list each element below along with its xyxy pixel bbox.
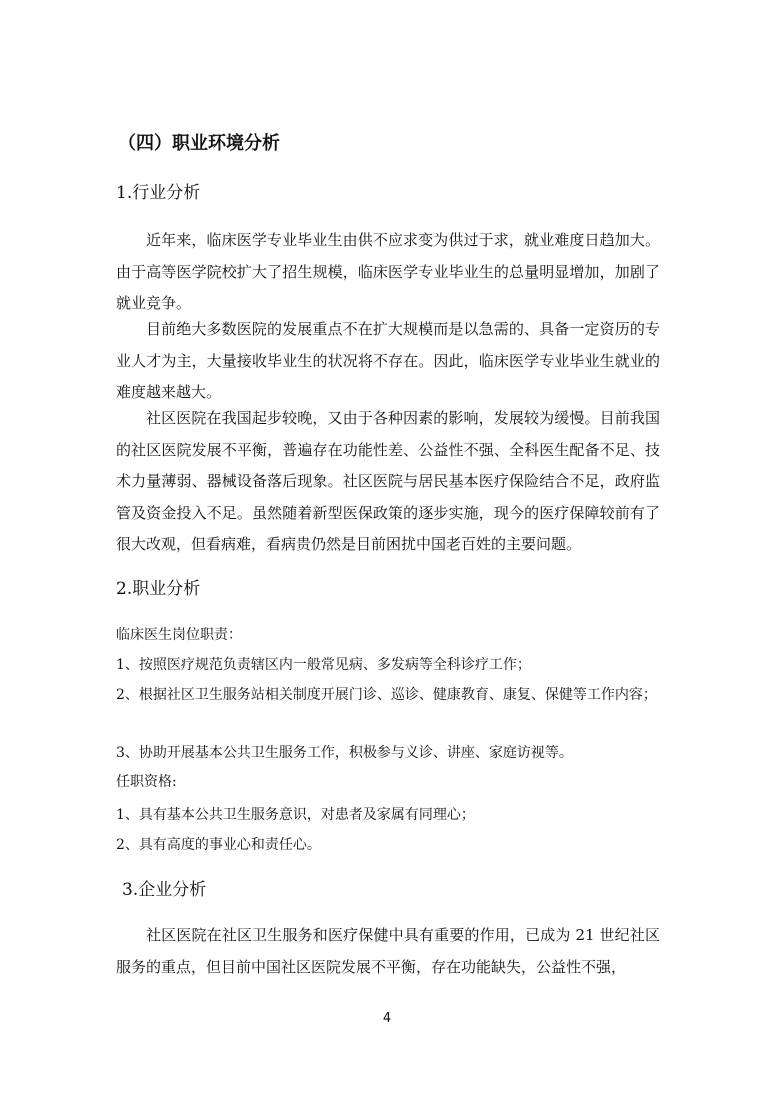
industry-heading: 1.行业分析	[116, 183, 201, 203]
duty-item-1: 1、按照医疗规范负责辖区内一般常见病、多发病等全科诊疗工作；	[116, 657, 531, 673]
occupation-heading: 2.职业分析	[116, 579, 201, 599]
industry-paragraph-1: 近年来，临床医学专业毕业生由供不应求变为供过于求，就业难度日趋加大。由于高等医学院校扩大了招生规模，临床医学专业毕业生的总量明显增加，加剧了就业竞争。	[116, 231, 660, 312]
enterprise-paragraph: 社区医院在社区卫生服务和医疗保健中具有重要的作用，已成为 21 世纪社区服务的重点，但目前中国社区医院发展不平衡，存在功能缺失，公益性不强，	[116, 926, 660, 976]
enterprise-heading: 3.企业分析	[122, 880, 207, 900]
qualification-item-2: 2、具有高度的事业心和责任心。	[116, 837, 321, 853]
qualifications-label: 任职资格:	[116, 774, 177, 790]
duty-item-3: 3、协助开展基本公共卫生服务工作，积极参与义诊、讲座、家庭访视等。	[116, 745, 573, 761]
industry-paragraph-3: 社区医院在我国起步较晚，又由于各种因素的影响，发展较为缓慢。目前我国的社区医院发展不平衡，普遍存在功能性差、公益性不强、全科医生配备不足、技术力量薄弱、器械设备落后现象。社区医院与居民基本医疗保险结合不足，政府监管及资金投入不足。虽然随着新型医保政策的逐步实施，现今的医疗保障较前有了很大改观，但看病难，看病贵仍然是目前困扰中国老百姓的主要问题。	[116, 409, 660, 553]
qualification-item-1: 1、具有基本公共卫生服务意识，对患者及家属有同理心；	[116, 807, 475, 823]
duty-item-2: 2、根据社区卫生服务站相关制度开展门诊、巡诊、健康教育、康复、保健等工作内容；	[116, 687, 657, 703]
section-heading: （四）职业环境分析	[118, 133, 280, 154]
duties-label: 临床医生岗位职责：	[116, 627, 242, 643]
industry-paragraph-2: 目前绝大多数医院的发展重点不在扩大规模而是以急需的、具备一定资历的专业人才为主，大量接收毕业生的状况将不存在。因此，临床医学专业毕业生就业的难度越来越大。	[116, 320, 660, 401]
page-number: 4	[382, 1011, 392, 1026]
